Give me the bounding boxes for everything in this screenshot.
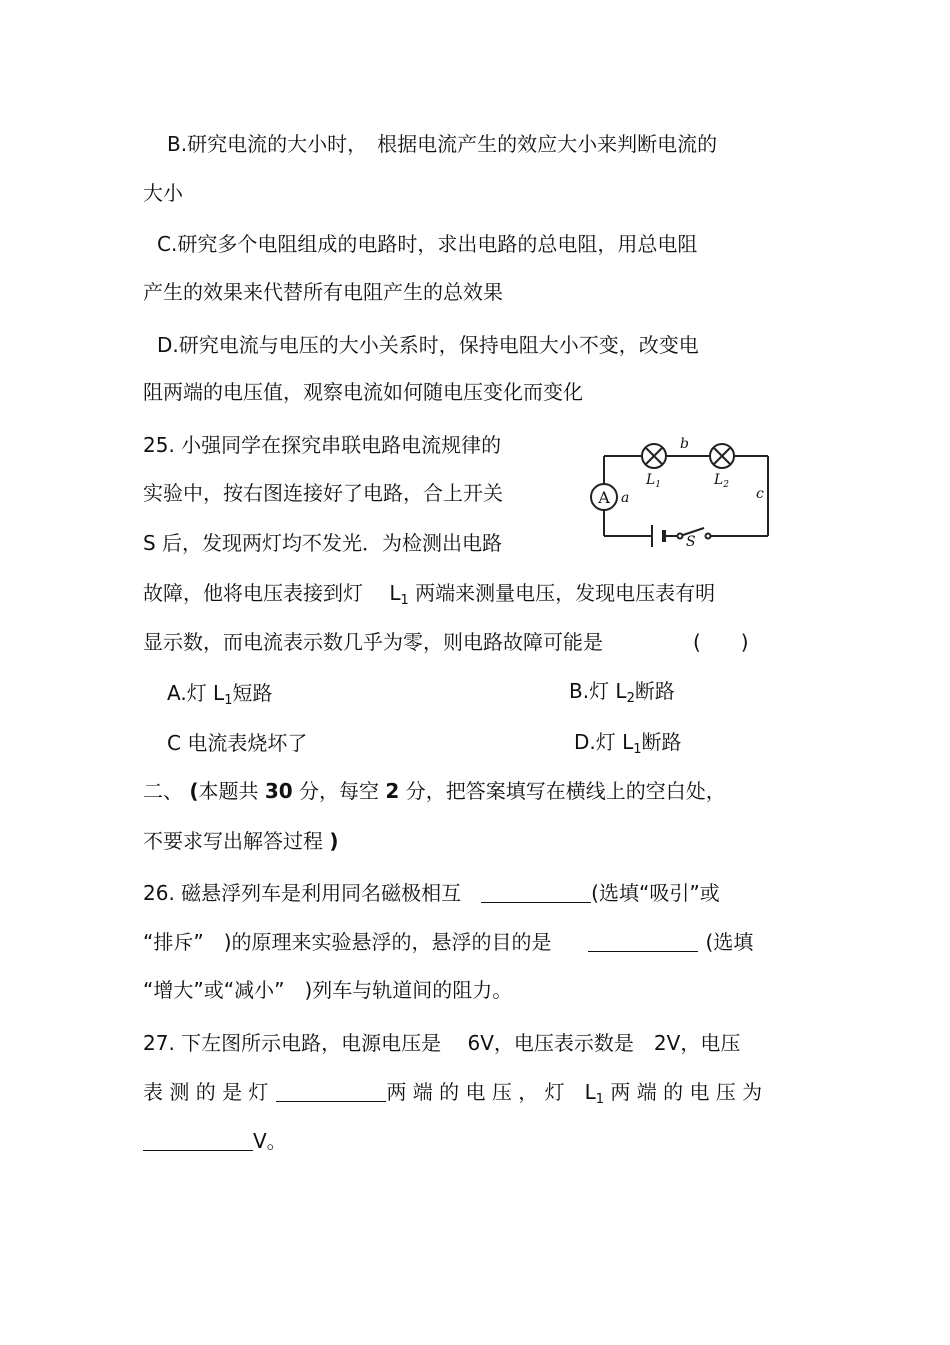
q24-option-c-line2: 产生的效果来代替所有电阻产生的总效果 (143, 280, 503, 304)
q25-line2: 实验中，按右图连接好了电路，合上开关 (143, 481, 503, 505)
l1-label: $L_1$ (646, 472, 662, 490)
ammeter-label: A (598, 488, 610, 507)
q25-option-b: B.灯 $L_2$断路 (569, 679, 675, 706)
q24-option-c-line1: C.研究多个电阻组成的电路时，求出电路的总电阻，用总电阻 (157, 232, 698, 256)
q25-answer-paren: ( ) (693, 630, 749, 654)
q25-option-a: A.灯 $L_1$短路 (167, 681, 273, 708)
point-b-label: b (680, 436, 689, 452)
q27-line2: 表 测 的 是 灯 两 端 的 电 压 ， 灯 $L_1$ 两 端 的 电 压 为 (143, 1080, 763, 1107)
section-2-heading-line2: 不要求写出解答过程 ) (143, 829, 339, 853)
section-2-heading: 二、 (本题共 30 分，每空 2 分，把答案填写在横线上的空白处， (143, 779, 726, 803)
q25-line5: 显示数，而电流表示数几乎为零，则电路故障可能是 (143, 630, 603, 654)
q26-line2: “排斥” )的原理来实验悬浮的，悬浮的目的是 (选填 (143, 930, 754, 954)
q26-line1: 26. 磁悬浮列车是利用同名磁极相互 (选填“吸引”或 (143, 881, 720, 905)
battery-icon (652, 525, 664, 547)
lamp-l2-icon (710, 444, 734, 468)
circuit-diagram (580, 432, 780, 547)
point-a-label: a (621, 490, 630, 506)
q24-option-b-line2: 大小 (143, 181, 183, 205)
q26-answer-blank-1[interactable] (481, 880, 591, 903)
q25-option-c: C 电流表烧坏了 (167, 731, 308, 755)
q27-answer-blank-2[interactable] (143, 1128, 253, 1151)
point-c-label: c (756, 486, 764, 502)
q27-line3: V。 (143, 1127, 287, 1155)
q25-line4: 故障，他将电压表接到灯 $L_1$ 两端来测量电压，发现电压表有明 (143, 581, 716, 608)
q25-line3: S 后，发现两灯均不发光．为检测出电路 (143, 531, 503, 555)
lamp-l1-icon (642, 444, 666, 468)
q26-answer-blank-2[interactable] (588, 929, 698, 952)
q27-answer-blank-1[interactable] (276, 1079, 386, 1102)
q24-option-b-line1: B.研究电流的大小时， 根据电流产生的效应大小来判断电流的 (167, 132, 718, 156)
q26-line3: “增大”或“减小” )列车与轨道间的阻力。 (143, 978, 513, 1002)
q27-line1: 27. 下左图所示电路，电源电压是 6V，电压表示数是 2V，电压 (143, 1031, 741, 1055)
switch-label: S (686, 534, 696, 547)
q25-line1: 25. 小强同学在探究串联电路电流规律的 (143, 433, 502, 457)
q25-option-d: D.灯 $L_1$断路 (574, 730, 682, 757)
q24-option-d-line1: D.研究电流与电压的大小关系时，保持电阻大小不变，改变电 (157, 333, 699, 357)
l2-label: $L_2$ (714, 472, 730, 490)
q24-option-d-line2: 阻两端的电压值，观察电流如何随电压变化而变化 (143, 380, 583, 404)
